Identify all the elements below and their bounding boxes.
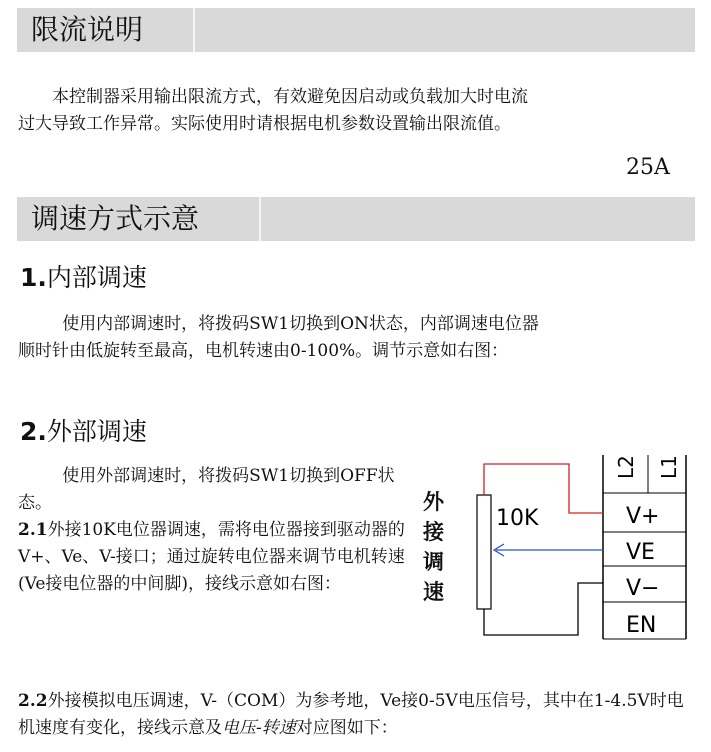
external-title: 外部调速 [46, 417, 147, 446]
potentiometer [477, 495, 491, 609]
current-limit-value: 25A [626, 155, 670, 180]
heading-external-speed [20, 416, 147, 448]
terminal-label-l2: L2 [614, 455, 638, 479]
section-title-speed-mode: 调速方式示意 [17, 197, 261, 241]
current-limit-text: 本控制器采用输出限流方式，有效避免因启动或负载加大时电流过大导致工作异常。实际使用时请根据电机参数设置输出限流值。 [18, 87, 528, 134]
external-sub1 [18, 517, 406, 598]
section-title-current-limit: 限流说明 [17, 8, 195, 52]
black-wire-vminus [484, 583, 603, 635]
terminal-label-ve: VE [626, 540, 655, 565]
terminal-label-vminus: V− [626, 576, 660, 601]
wiring-diagram [420, 455, 711, 651]
internal-title: 内部调速 [46, 263, 147, 292]
terminal-block [603, 455, 686, 639]
side-label-char: 外 [423, 490, 444, 514]
side-label-char: 接 [423, 520, 444, 544]
heading-internal-speed [20, 262, 147, 294]
terminal-label-vplus: V+ [626, 504, 660, 529]
internal-text: 使用内部调速时，将拨码SW1切换到ON状态，内部调速电位器顺时针由低旋转至最高，电机转速由0-100%。调节示意如右图： [18, 314, 539, 361]
external-sub2-text-b: 对应图如下： [295, 718, 398, 738]
wiring-diagram-svg [420, 455, 711, 647]
external-intro: 使用外部调速时，将拨码SW1切换到OFF状态。 [18, 466, 395, 513]
external-sub2 [18, 688, 698, 742]
side-label-char: 调 [423, 550, 444, 574]
external-sub2-text-italic: 电压-转速 [222, 718, 296, 738]
section-header-speed-mode [17, 197, 695, 241]
terminal-label-en: EN [626, 613, 657, 638]
terminal-label-l1: L1 [657, 455, 681, 479]
external-number: 2. [20, 417, 47, 446]
external-sub2-text-a: 外接模拟电压调速，V-（COM）为参考地，Ve接0-5V电压信号，其中在1-4.5V时电机速度有变化，接线示意及 [18, 691, 684, 738]
external-sub2-number: 2.2 [18, 691, 48, 711]
external-sub1-text: 外接10K电位器调速，需将电位器接到驱动器的V+、Ve、V-接口；通过旋转电位器来调节电机转速(Ve接电位器的中间脚)，接线示意如右图： [18, 520, 405, 594]
external-sub1-number: 2.1 [18, 520, 48, 540]
internal-number: 1. [20, 263, 47, 292]
section-header-current-limit [17, 8, 695, 52]
potentiometer-label: 10K [496, 506, 539, 531]
side-label-char: 速 [423, 580, 444, 604]
